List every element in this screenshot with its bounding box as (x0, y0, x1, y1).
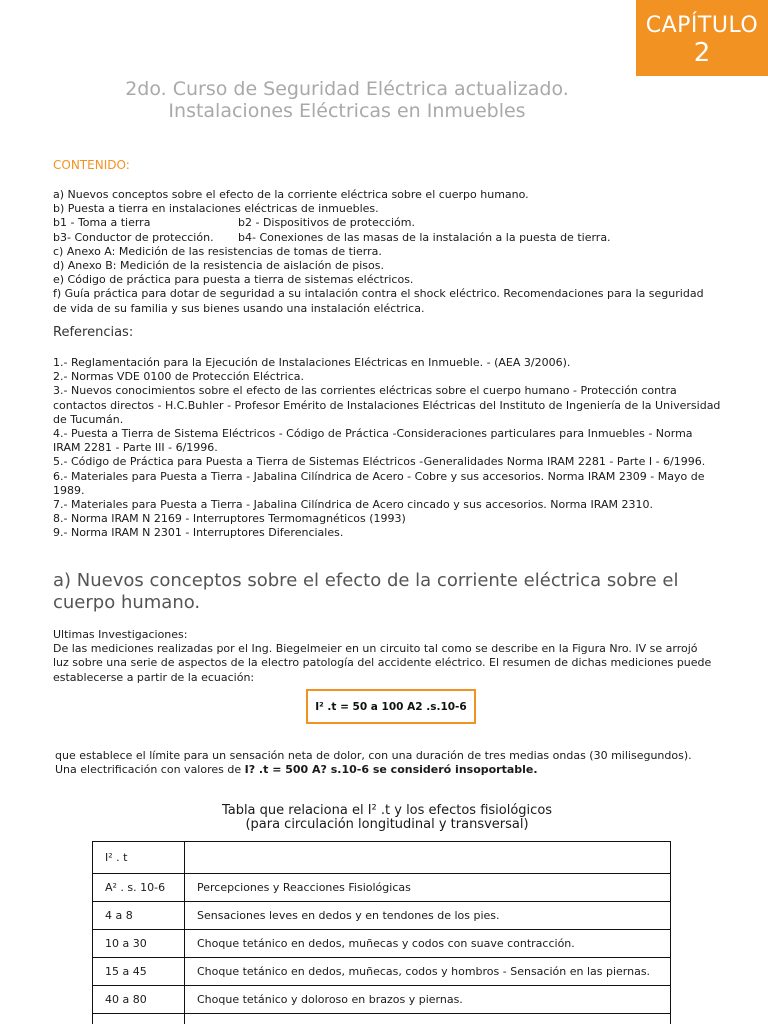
page-title-line-2: Instalaciones Eléctricas en Inmuebles (168, 100, 526, 122)
referencia-line: 3.- Nuevos conocimientos sobre el efecto de las corrientes eléctricas sobre el cuerpo humano - Protección contra (53, 384, 677, 398)
section-a-heading-line-1: a) Nuevos conceptos sobre el efecto de la corriente eléctrica sobre el (53, 570, 679, 591)
table-cell: 10 a 30 (93, 930, 185, 958)
section-a-intro-line: Ultimas Investigaciones: (53, 628, 188, 641)
referencia-line: 7.- Materiales para Puesta a Tierra - Jabalina Cilíndrica de Acero cincado y sus accesorios. Norma IRAM 2310. (53, 498, 653, 512)
contenido-item-d: d) Anexo B: Medición de la resistencia de aislación de pisos. (53, 259, 384, 273)
section-a-heading-line-2: cuerpo humano. (53, 592, 201, 613)
section-a-after-bold: I? .t = 500 A? s.10-6 se consideró insoportable. (244, 763, 538, 777)
page-title (0, 78, 694, 122)
chapter-number: 2 (693, 38, 711, 68)
referencias-list (53, 356, 753, 541)
table-cell (93, 1014, 185, 1024)
referencia-line: de Tucumán. (53, 412, 124, 426)
section-a-intro (53, 628, 753, 685)
table-caption-line-1: Tabla que relaciona el I² .t y los efectos fisiológicos (221, 803, 553, 818)
contenido-item-e: e) Código de práctica para puesta a tierra de sistemas eléctricos. (53, 273, 414, 287)
contenido-item-b3: b3- Conductor de protección. (53, 230, 214, 244)
table-caption-line-2: (para circulación longitudinal y transversal) (245, 817, 529, 832)
referencia-line: 2.- Normas VDE 0100 de Protección Eléctrica. (53, 370, 304, 384)
contenido-item-b: b) Puesta a tierra en instalaciones eléctricas de inmuebles. (53, 202, 379, 216)
referencia-line: 5.- Código de Práctica para Puesta a Tierra de Sistemas Eléctricos -Generalidades Norma IRAM 2281 - Parte I - 6/1996. (53, 455, 706, 469)
table-row (93, 958, 671, 986)
contenido-item-f-line-1: f) Guía práctica para dotar de seguridad a su intalación contra el shock eléctrico. Recomendaciones para la seguridad (53, 287, 704, 301)
table-cell: 15 a 45 (93, 958, 185, 986)
referencia-line: contactos directos - H.C.Buhler - Profesor Emérito de Instalaciones Eléctricas del Instituto de Ingeniería de la Universidad (53, 398, 721, 412)
chapter-label: CAPÍTULO (645, 13, 759, 38)
contenido-item-a: a) Nuevos conceptos sobre el efecto de la corriente eléctrica sobre el cuerpo humano. (53, 188, 529, 201)
table-row (93, 986, 671, 1014)
table-cell: Choque tetánico en dedos, muñecas y codos con suave contracción. (185, 930, 671, 958)
table-cell (185, 842, 671, 874)
table-row (93, 1014, 671, 1024)
referencias-heading: Referencias: (53, 325, 134, 340)
page-title-line-1: 2do. Curso de Seguridad Eléctrica actualizado. (125, 78, 569, 100)
contenido-heading: CONTENIDO: (53, 158, 130, 172)
contenido-item-b2: b2 - Dispositivos de proteccióm. (238, 216, 415, 230)
section-a-after-normal: Una electrificación con valores de (55, 763, 245, 777)
contenido-row-b3-b4 (53, 231, 753, 245)
table-cell: Sensaciones leves en dedos y en tendones de los pies. (185, 902, 671, 930)
table-row (93, 902, 671, 930)
contenido-item-b4: b4- Conexiones de las masas de la instalación a la puesta de tierra. (238, 230, 611, 244)
contenido-item-b1: b1 - Toma a tierra (53, 216, 151, 230)
contenido-item-f-line-2: de vida de su familia y sus bienes usando una instalación eléctrica. (53, 301, 425, 315)
table-row (93, 842, 671, 874)
table-row (93, 874, 671, 902)
table-row (93, 930, 671, 958)
table-cell (185, 1014, 671, 1024)
referencia-line: 1.- Reglamentación para la Ejecución de Instalaciones Eléctricas en Inmueble. - (AEA 3/2006). (53, 356, 571, 369)
table-caption (0, 804, 768, 832)
contenido-row-b1-b2 (53, 216, 753, 230)
table-cell: I² . t (93, 842, 185, 874)
section-a-intro-line: luz sobre una serie de aspectos de la electro patología del accidente eléctrico. El resumen de dichas mediciones puede (53, 656, 712, 670)
contenido-list (53, 188, 753, 316)
table-cell: Percepciones y Reacciones Fisiológicas (185, 874, 671, 902)
table-cell: 40 a 80 (93, 986, 185, 1014)
table-cell: A² . s. 10-6 (93, 874, 185, 902)
chapter-badge (636, 0, 768, 76)
physiological-effects-table (92, 841, 671, 1024)
section-a-heading (53, 570, 743, 614)
referencia-line: 6.- Materiales para Puesta a Tierra - Jabalina Cilíndrica de Acero - Cobre y sus accesorios. Norma IRAM 2309 - Mayo de (53, 469, 705, 483)
referencia-line: 4.- Puesta a Tierra de Sistema Eléctricos - Código de Práctica -Consideraciones particulares para Inmuebles - Norma (53, 427, 693, 441)
section-a-intro-line: De las mediciones realizadas por el Ing. Biegelmeier en un circuito tal como se describe en la Figura Nro. IV se arrojó (53, 642, 698, 656)
referencia-line: 9.- Norma IRAM N 2301 - Interruptores Diferenciales. (53, 526, 344, 540)
contenido-item-c: c) Anexo A: Medición de las resistencias de tomas de tierra. (53, 244, 382, 258)
table-cell: Choque tetánico en dedos, muñecas, codos y hombros - Sensación en las piernas. (185, 958, 671, 986)
table-cell: 4 a 8 (93, 902, 185, 930)
section-a-after-line-2 (55, 763, 755, 777)
section-a-after-line-1: que establece el límite para un sensación neta de dolor, con una duración de tres medias ondas (30 milisegundos). (55, 749, 692, 762)
table-cell: Choque tetánico y doloroso en brazos y piernas. (185, 986, 671, 1014)
referencia-line: 1989. (53, 483, 85, 497)
section-a-intro-line: establecerse a partir de la ecuación: (53, 670, 255, 684)
referencia-line: IRAM 2281 - Parte III - 6/1996. (53, 441, 218, 455)
section-a-after (55, 749, 755, 777)
referencia-line: 8.- Norma IRAM N 2169 - Interruptores Termomagnéticos (1993) (53, 512, 406, 526)
formula-text: I² .t = 50 a 100 A2 .s.10-6 (315, 700, 467, 713)
formula-box (306, 689, 476, 724)
